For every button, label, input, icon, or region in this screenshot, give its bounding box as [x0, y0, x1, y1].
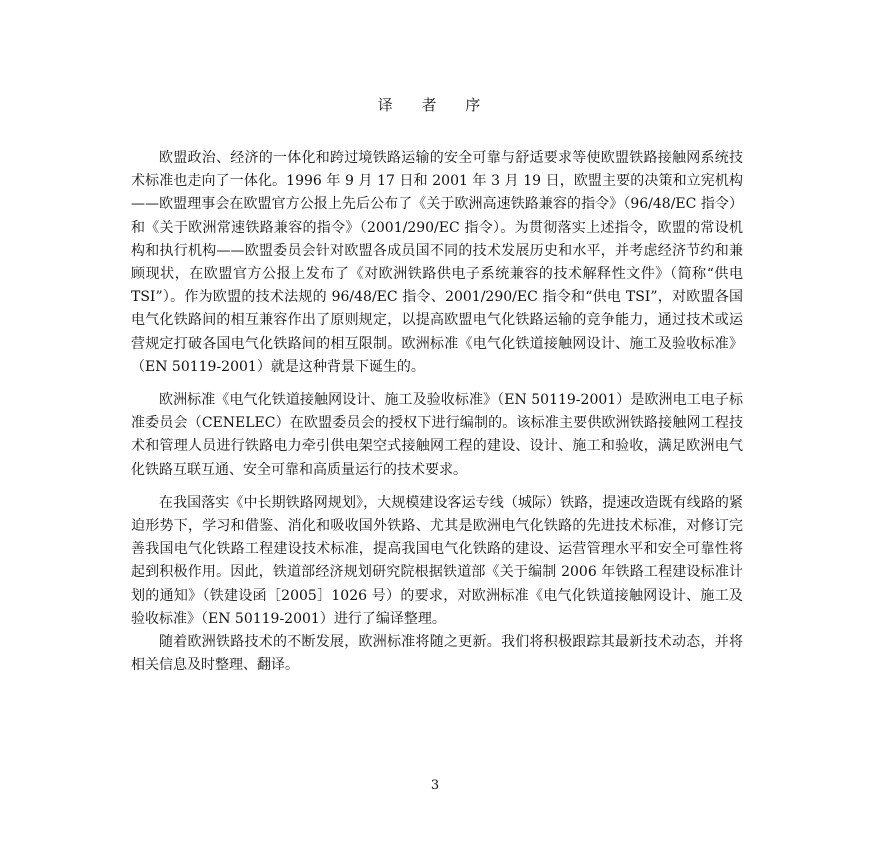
paragraph-translation-purpose: 在我国落实《中长期铁路网规划》，大规模建设客运专线（城际）铁路，提速改造既有线路的紧迫形势下，学习和借鉴、消化和吸收国外铁路、尤其是欧洲电气化铁路的先进技术标准，对修订完善我国电气化铁路工程建设技术标准，提高我国电气化铁路的建设、运营管理水平和安全可靠性将起到积极作用。因此，铁道部经济规划研究院根据铁道部《关于编制 2006 年铁路工程建设标准计划的通知》（铁建设函［2005］1026 号）的要求，对欧洲标准《电气化铁道接触网设计、施工及验收标准》（EN 50119-2001）进行了编译整理。	[131, 494, 743, 627]
paragraph-background: 欧盟政治、经济的一体化和跨过境铁路运输的安全可靠与舒适要求等使欧盟铁路接触网系统技术标准也走向了一体化。1996 年 9 月 17 日和 2001 年 3 月 19 日，欧盟主要的决策和立宪机构——欧盟理事会在欧盟官方公报上先后公布了《关于欧洲高速铁路兼容的指令》（96/48/EC 指令）和《关于欧洲常速铁路兼容的指令》（2001/290/EC 指令）。为贯彻落实上述指令，欧盟的常设机构和执行机构——欧盟委员会针对欧盟各成员国不同的技术发展历史和水平，并考虑经济节约和兼顾现状，在欧盟官方公报上发布了《对欧洲铁路供电子系统兼容的技术解释性文件》（简称“供电 TSI”）。作为欧盟的技术法规的 96/48/EC 指令、2001/290/EC 指令和“供电 TSI”，对欧盟各国电气化铁路间的相互兼容作出了原则规定，以提高欧盟电气化铁路运输的竞争能力，通过技术或运营规定打破各国电气化铁路间的相互限制。欧洲标准《电气化铁道接触网设计、施工及验收标准》（EN 50119-2001）就是这种背景下诞生的。	[131, 150, 748, 375]
page-title: 译 者 序	[377, 96, 493, 114]
paragraph-standard-overview: 欧洲标准《电气化铁道接触网设计、施工及验收标准》（EN 50119-2001）是欧洲电工电子标准委员会（CENELEC）在欧盟委员会的授权下进行编制的。该标准主要供欧洲铁路接触网工程技术和管理人员进行铁路电力牵引供电架空式接触网工程的建设、设计、施工和验收，满足欧洲电气化铁路互联互通、安全可靠和高质量运行的技术要求。	[131, 392, 743, 478]
page-number: 3	[430, 778, 440, 793]
paragraph-future-updates: 随着欧洲铁路技术的不断发展，欧洲标准将随之更新。我们将积极跟踪其最新技术动态，并将相关信息及时整理、翻译。	[131, 634, 743, 674]
body-text	[131, 147, 748, 677]
